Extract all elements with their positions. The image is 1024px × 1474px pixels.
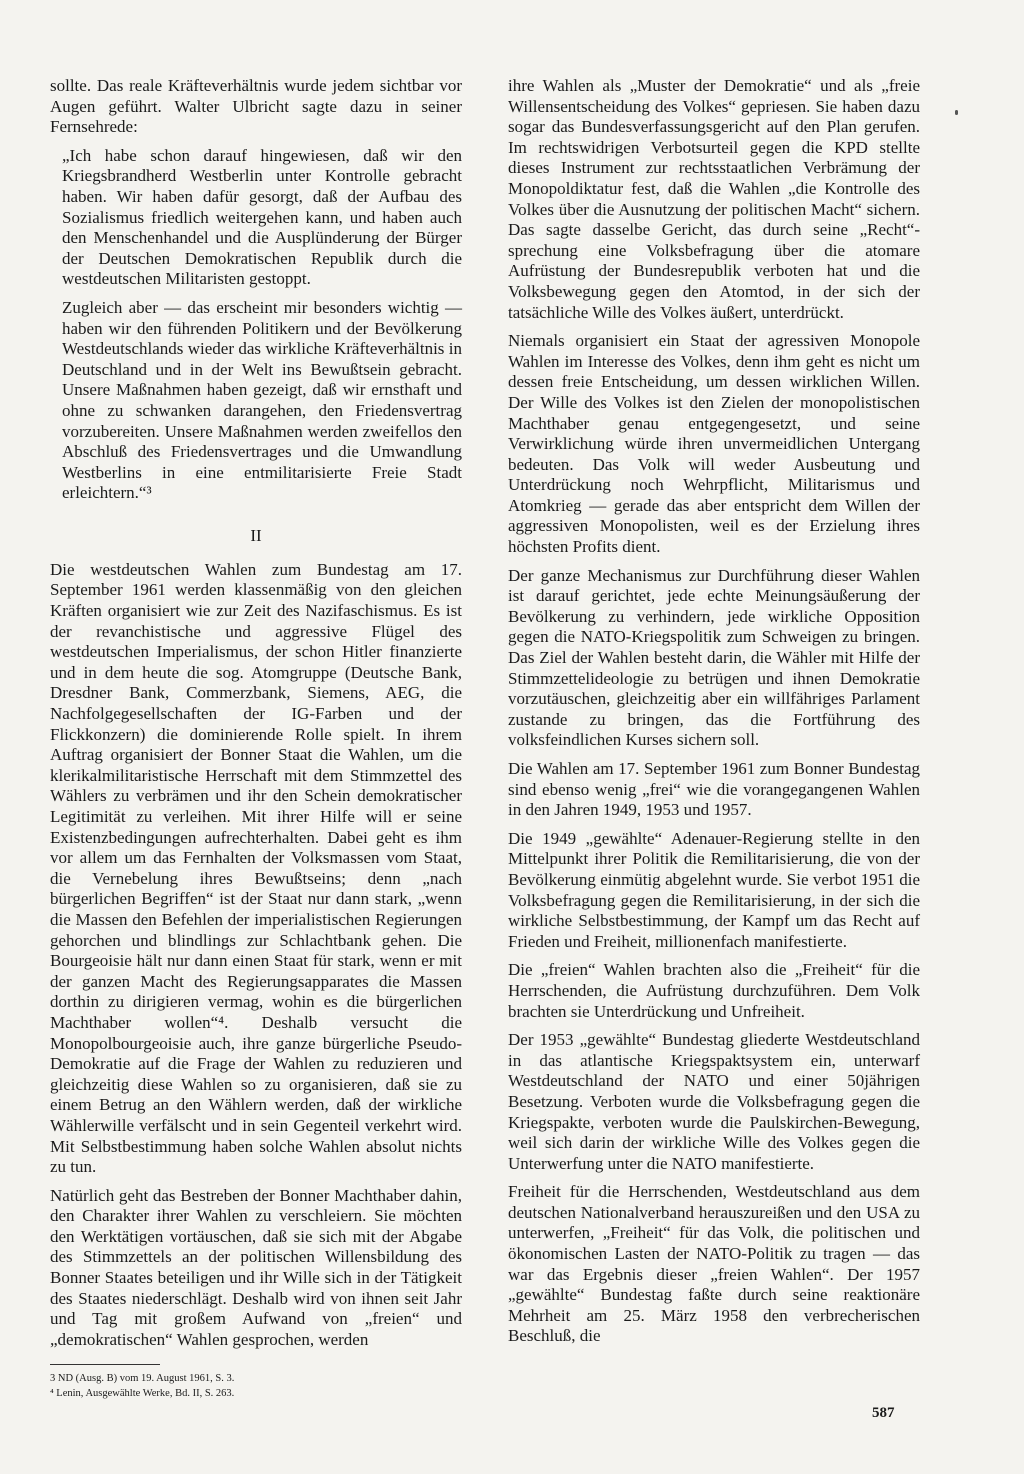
page-number: 587 <box>872 1405 895 1421</box>
body-paragraph: Die „freien“ Wahlen brachten also die „Freiheit“ für die Herrschenden, die Aufrüstung durchzuführen. Dem Volk brachten sie Unterdrückung und Unfreiheit. <box>508 960 920 1021</box>
ulbricht-quote <box>50 146 462 504</box>
body-paragraph: Natürlich geht das Bestreben der Bonner Machthaber dahin, den Charakter ihrer Wahlen zu verschleiern. Sie möchten den Werktätigen vortäuschen, daß sie sich mit der Abgabe des Stimmzettels an der politischen Willensbildung des Bonner Staates beteiligen und ihr Wille sich in der Tätigkeit des Staates niederschlägt. Deshalb wird von ihnen seit Jahr und Tag mit großem Aufwand von „freien“ und „demokratischen“ Wahlen gesprochen, werden <box>50 1185 462 1349</box>
opening-paragraph: sollte. Das reale Kräfteverhältnis wurde jedem sichtbar vor Augen geführt. Walter Ulbricht sagte dazu in seiner Fernsehrede: <box>50 76 462 137</box>
footnote-divider <box>50 1364 160 1365</box>
footnote-3: 3 ND (Ausg. B) vom 19. August 1961, S. 3. <box>50 1373 235 1385</box>
body-paragraph: Niemals organisiert ein Staat der agressiven Monopole Wahlen im Interesse des Volkes, denn ihm geht es nicht um dessen freie Entscheidung, um dessen wirklichen Willen. Der Wille des Volkes ist den Zielen der monopolistischen Machthaber genau entgegengesetzt, und seine Verwirklichung würde ihren unvermeidlichen Untergang bedeuten. Das Volk will weder Ausbeutung und Unterdrückung noch Wehrpflicht, Militarismus und Atomkrieg — gerade das aber entspricht dem Willen der aggressiven Monopolisten, weil es der Erzielung ihres höchsten Profits dient. <box>508 331 920 557</box>
body-paragraph: Die 1949 „gewählte“ Adenauer-Regierung stellte in den Mittelpunkt ihrer Politik die Remilitarisierung, die von der Bevölkerung einmütig abgelehnt wurde. Sie verbot 1951 die Volksbefragung gegen die Remilitarisierung, in der sich die wirkliche Selbstbestimmung, der Kampf um das Recht auf Frieden und Freiheit, millionenfach manifestierte. <box>508 828 920 951</box>
footnote-4: ⁴ Lenin, Ausgewählte Werke, Bd. II, S. 263. <box>50 1388 235 1400</box>
right-column <box>508 76 920 1355</box>
section-heading: II <box>250 525 262 545</box>
body-paragraph: Der ganze Mechanismus zur Durchführung dieser Wahlen ist darauf gerichtet, jede echte Meinungsäußerung der Bevölkerung zu verhindern, jede wirkliche Opposition gegen die NATO-Kriegspolitik zum Schweigen zu bringen. Das Ziel der Wahlen besteht darin, die Wähler mit Hilfe der Stimmzettelideologie zu betrügen und ihnen Demokratie vorzutäuschen, gleichzeitig aber ein willfähriges Parlament zustande zu bringen, das die Fortführung des volksfeindlichen Kurses sichern soll. <box>508 565 920 750</box>
body-paragraph: Die westdeutschen Wahlen zum Bundestag am 17. September 1961 werden klassenmäßig von den gleichen Kräften organisiert wie zur Zeit des Nazifaschismus. Es ist der revanchistische und aggressive Flügel des westdeutschen Imperialismus, der schon Hitler finanzierte und in dem heute die sog. Atomgruppe (Deutsche Bank, Dresdner Bank, Commerzbank, Siemens, AEG, die Nachfolgegesellschaften der IG-Farben und der Flickkonzern) die dominierende Rolle spielt. In ihrem Auftrag organisiert der Bonner Staat die Wahlen, um die klerikalmilitaristische Herrschaft mit dem Stimmzettel des Wählers zu verbrämen und ihr den Schein demokratischer Legitimität zu verleihen. Mit ihrer Hilfe will er seine Existenzbedingungen aufrechterhalten. Dabei geht es ihm vor allem um das Fernhalten der Volksmassen vom Staat, die Vernebelung ihres Bewußtseins; denn „nach bürgerlichen Begriffen“ ist der Staat nur dann stark, „wenn die Massen den Befehlen der imperialistischen Regierungen gehorchen und blindlings zur Schlachtbank gehen. Die Bourgeoisie hält nur dann einen Staat für stark, wenn er mit der ganzen Macht des Regierungsapparates die Massen dorthin zu dirigieren vermag, wohin es die bürgerlichen Machthaber wollen“⁴. Deshalb versucht die Monopolbourgeoisie auch, ihre ganze bürgerliche Pseudo-Demokratie auf die Frage der Wahlen zu reduzieren und gleichzeitig diese Wahlen so zu organisieren, daß sie zu einem Betrug an den Wählern werden, daß der wirkliche Wählerwille verfälscht und in sein Gegenteil verkehrt wird. Mit Selbstbestimmung haben solche Wahlen absolut nichts zu tun. <box>50 559 462 1177</box>
print-speck <box>955 110 958 115</box>
body-paragraph: Freiheit für die Herrschenden, Westdeutschland aus dem deutschen Nationalverband herauszureißen und den USA zu unterwerfen, „Freiheit“ für das Volk, die politischen und ökonomischen Lasten der NATO-Politik zu tragen — das war das Ergebnis dieser „freien Wahlen“. Der 1957 „gewählte“ Bundestag faßte durch seine reaktionäre Mehrheit am 25. März 1958 den verbrecherischen Beschluß, die <box>508 1182 920 1346</box>
body-paragraph: Die Wahlen am 17. September 1961 zum Bonner Bundestag sind ebenso wenig „frei“ wie die vorangegangenen Wahlen in den Jahren 1949, 1953 und 1957. <box>508 759 920 820</box>
quote-paragraph-1: „Ich habe schon darauf hingewiesen, daß wir den Kriegsbrandherd Westberlin unter Kontrolle gebracht haben. Wir haben dafür gesorgt, daß der Aufbau des Sozialismus friedlich weitergehen kann, und haben auch den Menschenhandel und die Ausplünderung der Bürger der Deutschen Demokratischen Republik durch die westdeutschen Militaristen gestoppt. <box>62 145 462 289</box>
body-paragraph: Der 1953 „gewählte“ Bundestag gliederte Westdeutschland in das atlantische Kriegspaktsystem ein, unterwarf Westdeutschland der NATO und einer 50jährigen Besetzung. Verboten wurde die Volksbefragung gegen die Kriegspakte, verboten wurde die Paulskirchen-Bewegung, weil sich darin der wirkliche Wille des Volkes gegen die Unterwerfung unter die NATO manifestierte. <box>508 1030 920 1173</box>
quote-paragraph-2: Zugleich aber — das erscheint mir besonders wichtig — haben wir den führenden Politikern und der Bevölkerung Westdeutschlands wieder das wirkliche Kräfteverhältnis in Deutschland und in der Welt ins Bewußtsein gebracht. Unsere Maßnahmen haben gezeigt, daß wir ernsthaft und ohne zu schwanken darangehen, den Friedensvertrag vorzubereiten. Unsere Maßnahmen werden zweifellos den Abschluß des Friedensvertrages und die Umwandlung Westberlins in eine entmilitarisierte Freie Stadt erleichtern.“³ <box>62 297 462 503</box>
body-paragraph: ihre Wahlen als „Muster der Demokratie“ und als „freie Willensentscheidung des Volkes“ gepriesen. Sie haben dazu sogar das Bundesverfassungsgericht auf den Plan gerufen. Im rechtswidrigen Verbotsurteil gegen die KPD stellte dieses Instrument zur rechtsstaatlichen Verbrämung der Monopoldiktatur fest, daß die Wahlen „die Kontrolle des Volkes über die Ausnutzung der politischen Macht“ sichern. Das sagte dasselbe Gericht, das durch seine „Recht“-sprechung eine Volksbefragung über die atomare Aufrüstung der Bundesrepublik verboten hat und die Volksbewegung gegen den Atomtod, in der sich der tatsächliche Wille des Volkes äußert, unterdrückt. <box>508 76 920 322</box>
left-column <box>50 76 462 1401</box>
